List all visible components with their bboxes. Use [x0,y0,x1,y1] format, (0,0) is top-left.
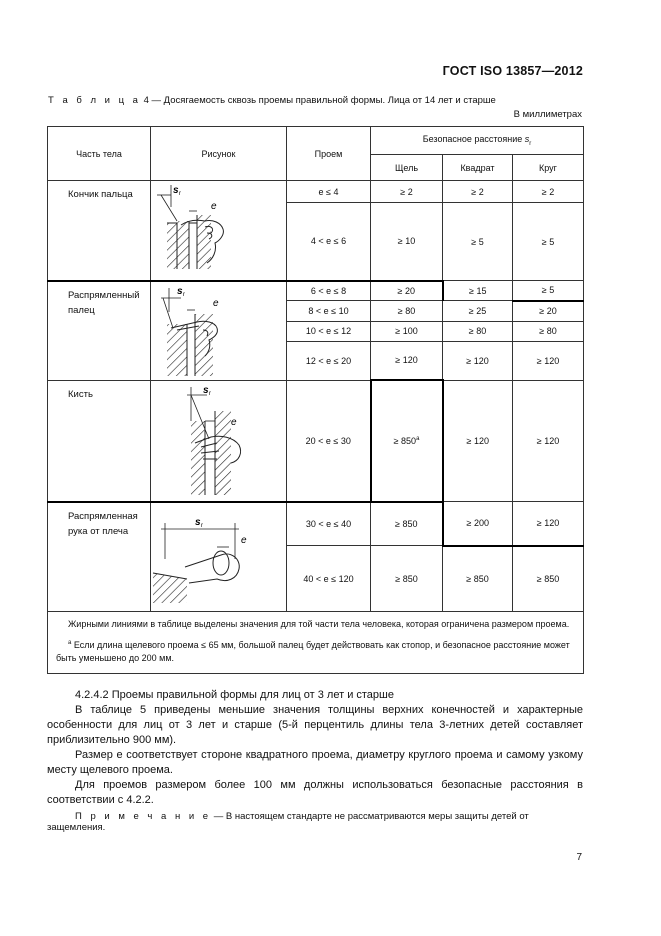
opening-cell: 40 < e ≤ 120 [287,546,371,612]
section-heading: 4.2.4.2 Проемы правильной формы для лиц от 3 лет и старше [75,689,394,701]
square-cell: ≥ 25 [443,301,513,321]
footnote-marker: a [68,640,72,646]
square-cell: ≥ 80 [443,321,513,341]
fig3-opening-label: e [231,416,237,428]
header-opening: Проем [287,127,371,181]
header-safe-distance [371,127,584,155]
round-cell: ≥ 5 [513,281,584,301]
part-hand: Кисть [48,380,151,502]
fig4-opening-label: e [241,534,247,546]
footnote-mark: a [416,435,420,442]
bottom-note [47,811,583,833]
square-cell: ≥ 200 [443,502,513,546]
figure-hand [151,380,287,502]
fig2-distance-label: s [177,285,183,297]
slot-value: ≥ 850 [393,435,417,446]
square-cell: ≥ 120 [443,341,513,380]
round-cell: ≥ 2 [513,181,584,203]
round-cell: ≥ 20 [513,301,584,321]
fig1-distance-label: s [173,185,179,196]
opening-cell: 12 < e ≤ 20 [287,341,371,380]
table-notes [48,612,584,674]
header-safe-distance-label: Безопасное расстояние [422,134,523,145]
opening-cell: 6 < e ≤ 8 [287,281,371,301]
header-slot: Щель [371,155,443,181]
slot-cell: ≥ 2 [371,181,443,203]
slot-cell [371,380,443,502]
caption-text: 4 — Досягаемость сквозь проемы правильной формы. Лица от 14 лет и старше [140,95,496,106]
round-cell: ≥ 120 [513,380,584,502]
fig2-distance-sub: r [183,291,185,298]
section-paragraph-1: В таблице 5 приведены меньшие значения толщины верхних конечностей и характерные особенности для лиц от 3 лет и старше (5-й перцентиль длины тела 3-летних детей составляет приблизительно 900 мм). [47,704,583,746]
part-arm: Распрямленная рука от плеча [48,502,151,612]
fig1-opening-label: e [211,201,217,212]
fig2-opening-label: e [213,297,219,309]
fingertip-figure-icon [151,181,286,273]
header-safe-symbol: s [524,134,530,145]
table-footnote: Если длина щелевого проема ≤ 65 мм, большой палец будет действовать как стопор, и безопасное расстояние может быть уменьшено до 200 мм. [56,640,570,663]
slot-cell: ≥ 120 [371,341,443,380]
opening-cell: 4 < e ≤ 6 [287,203,371,281]
figure-arm [151,502,287,612]
slot-cell: ≥ 20 [371,281,443,301]
header-square: Квадрат [443,155,513,181]
header-part: Часть тела [48,127,151,181]
table-caption [48,95,496,106]
slot-cell: ≥ 850 [371,546,443,612]
arm-figure-icon [151,503,286,607]
slot-cell: ≥ 10 [371,203,443,281]
finger-figure-icon [151,282,286,378]
round-cell: ≥ 80 [513,321,584,341]
figure-fingertip [151,181,287,281]
hand-figure-icon [151,381,286,499]
square-cell: ≥ 120 [443,380,513,502]
opening-cell: 20 < e ≤ 30 [287,380,371,502]
square-cell: ≥ 2 [443,181,513,203]
fig3-distance-sub: r [209,390,211,397]
round-cell: ≥ 5 [513,203,584,281]
opening-cell: e ≤ 4 [287,181,371,203]
square-cell: ≥ 5 [443,203,513,281]
section-paragraph-3: Для проемов размером более 100 мм должны использоваться безопасные расстояния в соответствии с 4.2.2. [47,779,583,806]
slot-cell: ≥ 100 [371,321,443,341]
opening-cell: 8 < e ≤ 10 [287,301,371,321]
slot-cell: ≥ 80 [371,301,443,321]
document-header: ГОСТ ISO 13857—2012 [442,64,583,78]
opening-cell: 30 < e ≤ 40 [287,502,371,546]
section-body [47,688,583,808]
caption-prefix: Т а б л и ц а [48,95,141,106]
round-cell: ≥ 850 [513,546,584,612]
bottom-note-prefix: П р и м е ч а н и е [75,811,212,822]
square-cell: ≥ 15 [443,281,513,301]
units-label: В миллиметрах [513,109,582,120]
square-cell: ≥ 850 [443,546,513,612]
header-round: Круг [513,155,584,181]
figure-straight-finger [151,281,287,381]
section-paragraph-2: Размер e соответствует стороне квадратного проема, диаметру круглого проема и самому узкому месту щелевого проема. [47,749,583,776]
page-number: 7 [576,852,582,863]
slot-cell: ≥ 850 [371,502,443,546]
reach-table [47,126,584,674]
part-fingertip: Кончик пальца [48,181,151,281]
round-cell: ≥ 120 [513,341,584,380]
header-picture: Рисунок [151,127,287,181]
header-safe-sub: r [529,140,532,147]
fig4-distance-label: s [195,516,201,528]
table-note-main: Жирными линиями в таблице выделены значения для той части тела человека, которая ограничена размером проема. [68,619,570,629]
opening-cell: 10 < e ≤ 12 [287,321,371,341]
fig3-distance-label: s [203,384,209,396]
part-straight-finger: Распрямленный палец [48,281,151,381]
fig4-distance-sub: r [201,522,203,529]
fig1-distance-sub: r [179,191,181,197]
bottom-note-text: — В настоящем стандарте не рассматриваются меры защиты детей от защемления. [47,811,529,833]
round-cell: ≥ 120 [513,502,584,546]
